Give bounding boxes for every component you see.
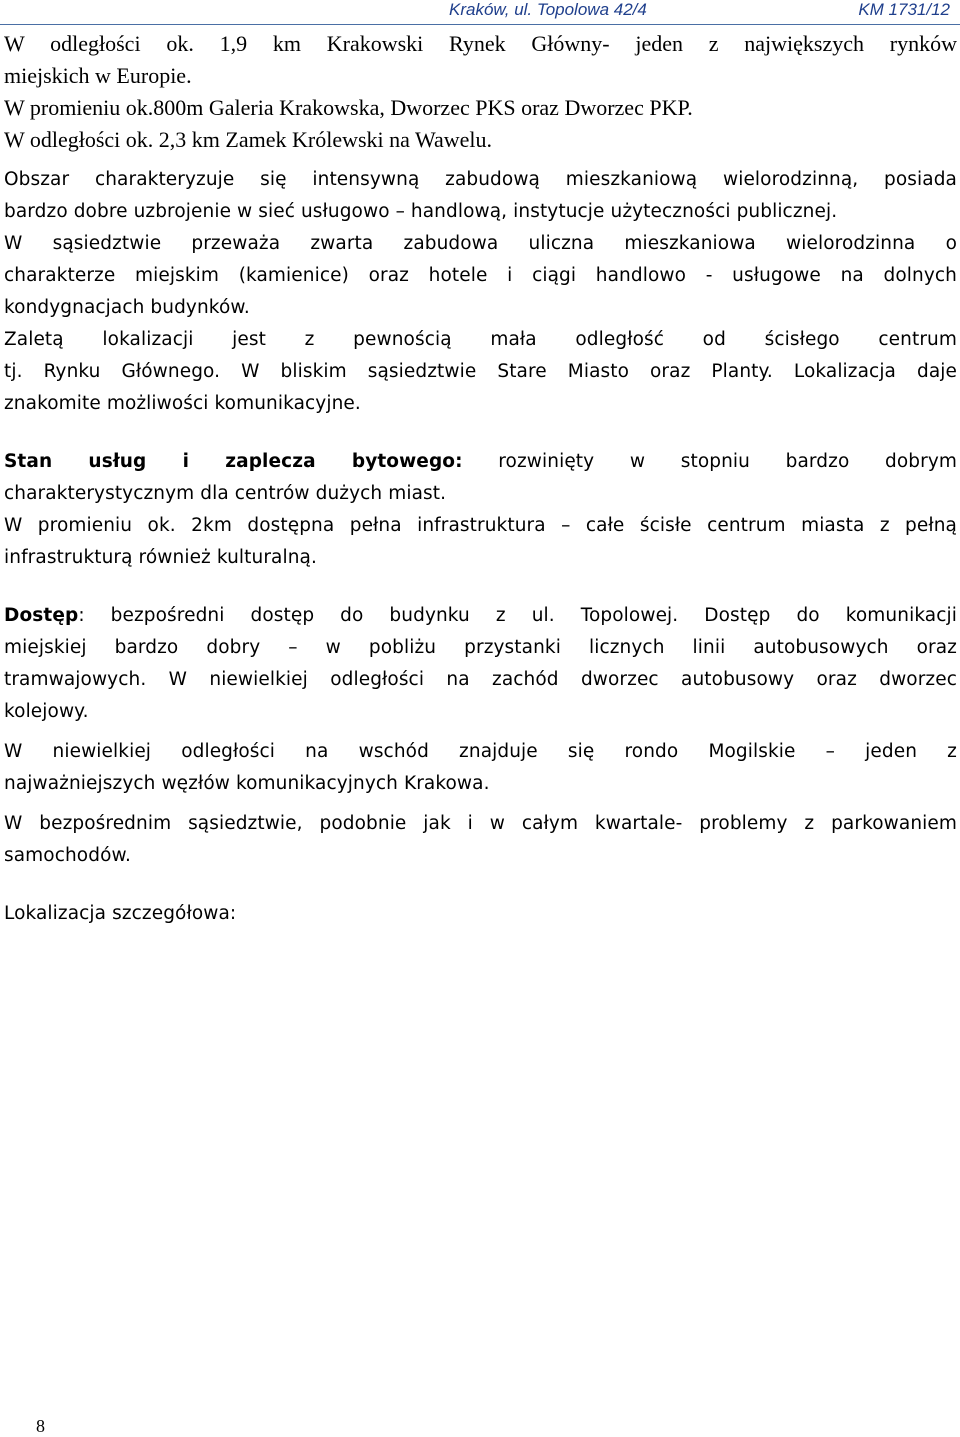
access-paragraph <box>4 600 957 728</box>
detail-location-heading: Lokalizacja szczegółowa: <box>4 903 237 924</box>
services-paragraph <box>4 446 957 574</box>
access-rest: : bezpośredni dostęp do budynku z ul. Topolowej. Dostęp do komunikacji <box>78 605 957 626</box>
east-paragraph <box>4 736 957 800</box>
text-line: bardzo dobre uzbrojenie w sieć usługowo – handlową, instytucje użyteczności publicznej. <box>4 201 838 222</box>
text-line: W odległości ok. 1,9 km Krakowski Rynek Główny- jeden z największych rynków <box>4 31 957 56</box>
text-line: W bezpośrednim sąsiedztwie, podobnie jak i w całym kwartale- problemy z parkowaniem <box>4 813 957 834</box>
text-line: tj. Rynku Głównego. W bliskim sąsiedztwie Stare Miasto oraz Planty. Lokalizacja daje <box>4 361 957 382</box>
services-label: Stan usług i zaplecza bytowego: <box>4 451 463 472</box>
page-header <box>0 0 960 25</box>
text-line: miejskiej bardzo dobry – w pobliżu przystanki licznych linii autobusowych oraz <box>4 637 957 658</box>
distances-paragraph <box>4 28 957 156</box>
text-line: kondygnacjach budynków. <box>4 297 250 318</box>
text-line: charakterze miejskim (kamienice) oraz hotele i ciągi handlowo - usługowe na dolnych <box>4 265 957 286</box>
text-line: tramwajowych. W niewielkiej odległości na zachód dworzec autobusowy oraz dworzec <box>4 669 957 690</box>
text-line: kolejowy. <box>4 701 89 722</box>
services-rest: rozwinięty w stopniu bardzo dobrym <box>462 451 957 472</box>
text-line <box>4 446 957 478</box>
text-line: samochodów. <box>4 845 132 866</box>
text-line: W odległości ok. 2,3 km Zamek Królewski na Wawelu. <box>4 127 493 152</box>
text-line: W promieniu ok.800m Galeria Krakowska, Dworzec PKS oraz Dworzec PKP. <box>4 95 693 120</box>
text-line: W promieniu ok. 2km dostępna pełna infrastruktura – całe ścisłe centrum miasta z pełną <box>4 515 957 536</box>
text-line: miejskich w Europie. <box>4 63 192 88</box>
text-line: infrastrukturą również kulturalną. <box>4 547 317 568</box>
header-address: Kraków, ul. Topolowa 42/4 <box>449 0 647 19</box>
text-line: Obszar charakteryzuje się intensywną zabudową mieszkaniową wielorodzinną, posiada <box>4 169 957 190</box>
page-number: 8 <box>36 1416 45 1436</box>
document-body <box>4 28 957 930</box>
text-line: charakterystycznym dla centrów dużych miast. <box>4 483 447 504</box>
text-line: Zaletą lokalizacji jest z pewnością mała odległość od ścisłego centrum <box>4 329 957 350</box>
text-line: najważniejszych węzłów komunikacyjnych Krakowa. <box>4 773 490 794</box>
text-line: W sąsiedztwie przeważa zwarta zabudowa uliczna mieszkaniowa wielorodzinna o <box>4 233 957 254</box>
parking-paragraph <box>4 808 957 872</box>
header-document-number: KM 1731/12 <box>858 0 950 19</box>
text-line: W niewielkiej odległości na wschód znajduje się rondo Mogilskie – jeden z <box>4 741 957 762</box>
text-line: znakomite możliwości komunikacyjne. <box>4 393 361 414</box>
area-paragraph <box>4 164 957 420</box>
access-label: Dostęp <box>4 605 79 626</box>
text-line <box>4 600 957 632</box>
